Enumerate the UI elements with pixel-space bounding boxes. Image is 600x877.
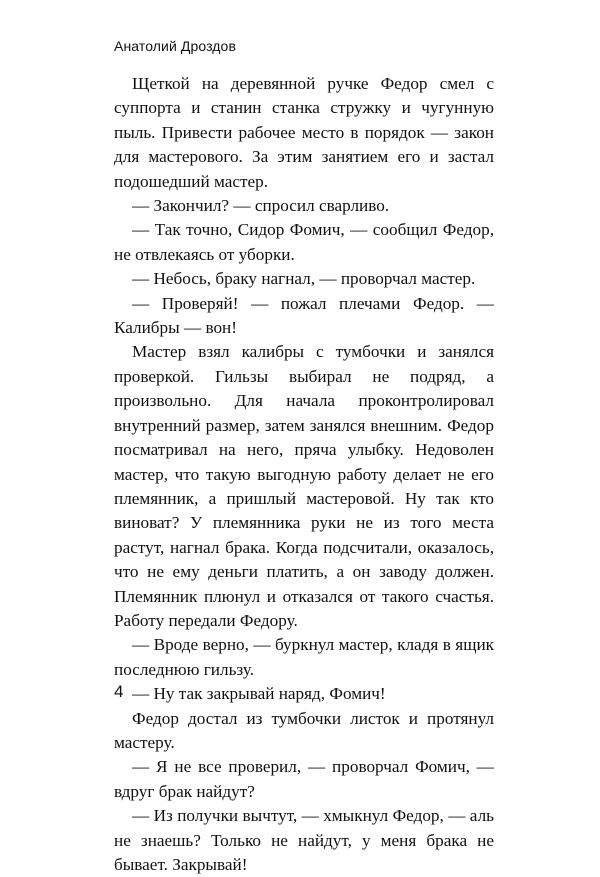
body-text: [114, 72, 494, 877]
paragraph: — Вроде верно, — буркнул мастер, кладя в ящик последнюю гильзу.: [114, 635, 494, 679]
paragraph: Щеткой на деревянной ручке Федор смел с суппорта и станин станка стружку и чугунную пыль. Привести рабочее место в порядок — закон для мастерового. За этим занятием его и застал подошедший мастер.: [114, 74, 494, 191]
paragraph: — Так точно, Сидор Фомич, — сообщил Федор, не отвлекаясь от уборки.: [114, 220, 494, 264]
paragraph: — Я не все проверил, — проворчал Фомич, — вдруг брак найдут?: [114, 757, 494, 801]
paragraph: — Из получки вычтут, — хмыкнул Федор, — аль не знаешь? Только не найдут, у меня брака не бывает. Закрывай!: [114, 806, 494, 874]
paragraph: — Ну так закрывай наряд, Фомич!: [132, 684, 386, 704]
paragraph: — Закончил? — спросил сварливо.: [132, 196, 390, 216]
paragraph: — Проверяй! — пожал плечами Федор. — Калибры — вон!: [114, 293, 494, 338]
paragraph: Федор достал из тумбочки листок и протянул мастеру.: [114, 708, 494, 752]
paragraph: Мастер взял калибры с тумбочки и занялся проверкой. Гильзы выбирал не подряд, а произвольно. Для начала проконтролировал внутренний размер, затем занялся внешним. Федор посматривал на него, пряча улыбку. Недоволен мастер, что такую выгодную работу делает не его племянник, а пришлый мастеровой. Ну так кто виноват? У племянника руки не из того места растут, нагнал брака. Когда подсчитали, оказалось, что не ему деньги платить, а он заводу должен. Племянник плюнул и отказался от такого счастья. Работу передали Федору.: [114, 342, 494, 630]
page-number: 4: [114, 682, 124, 701]
paragraph: — Небось, браку нагнал, — проворчал мастер.: [132, 269, 476, 289]
running-head-author: Анатолий Дроздов: [114, 38, 236, 54]
